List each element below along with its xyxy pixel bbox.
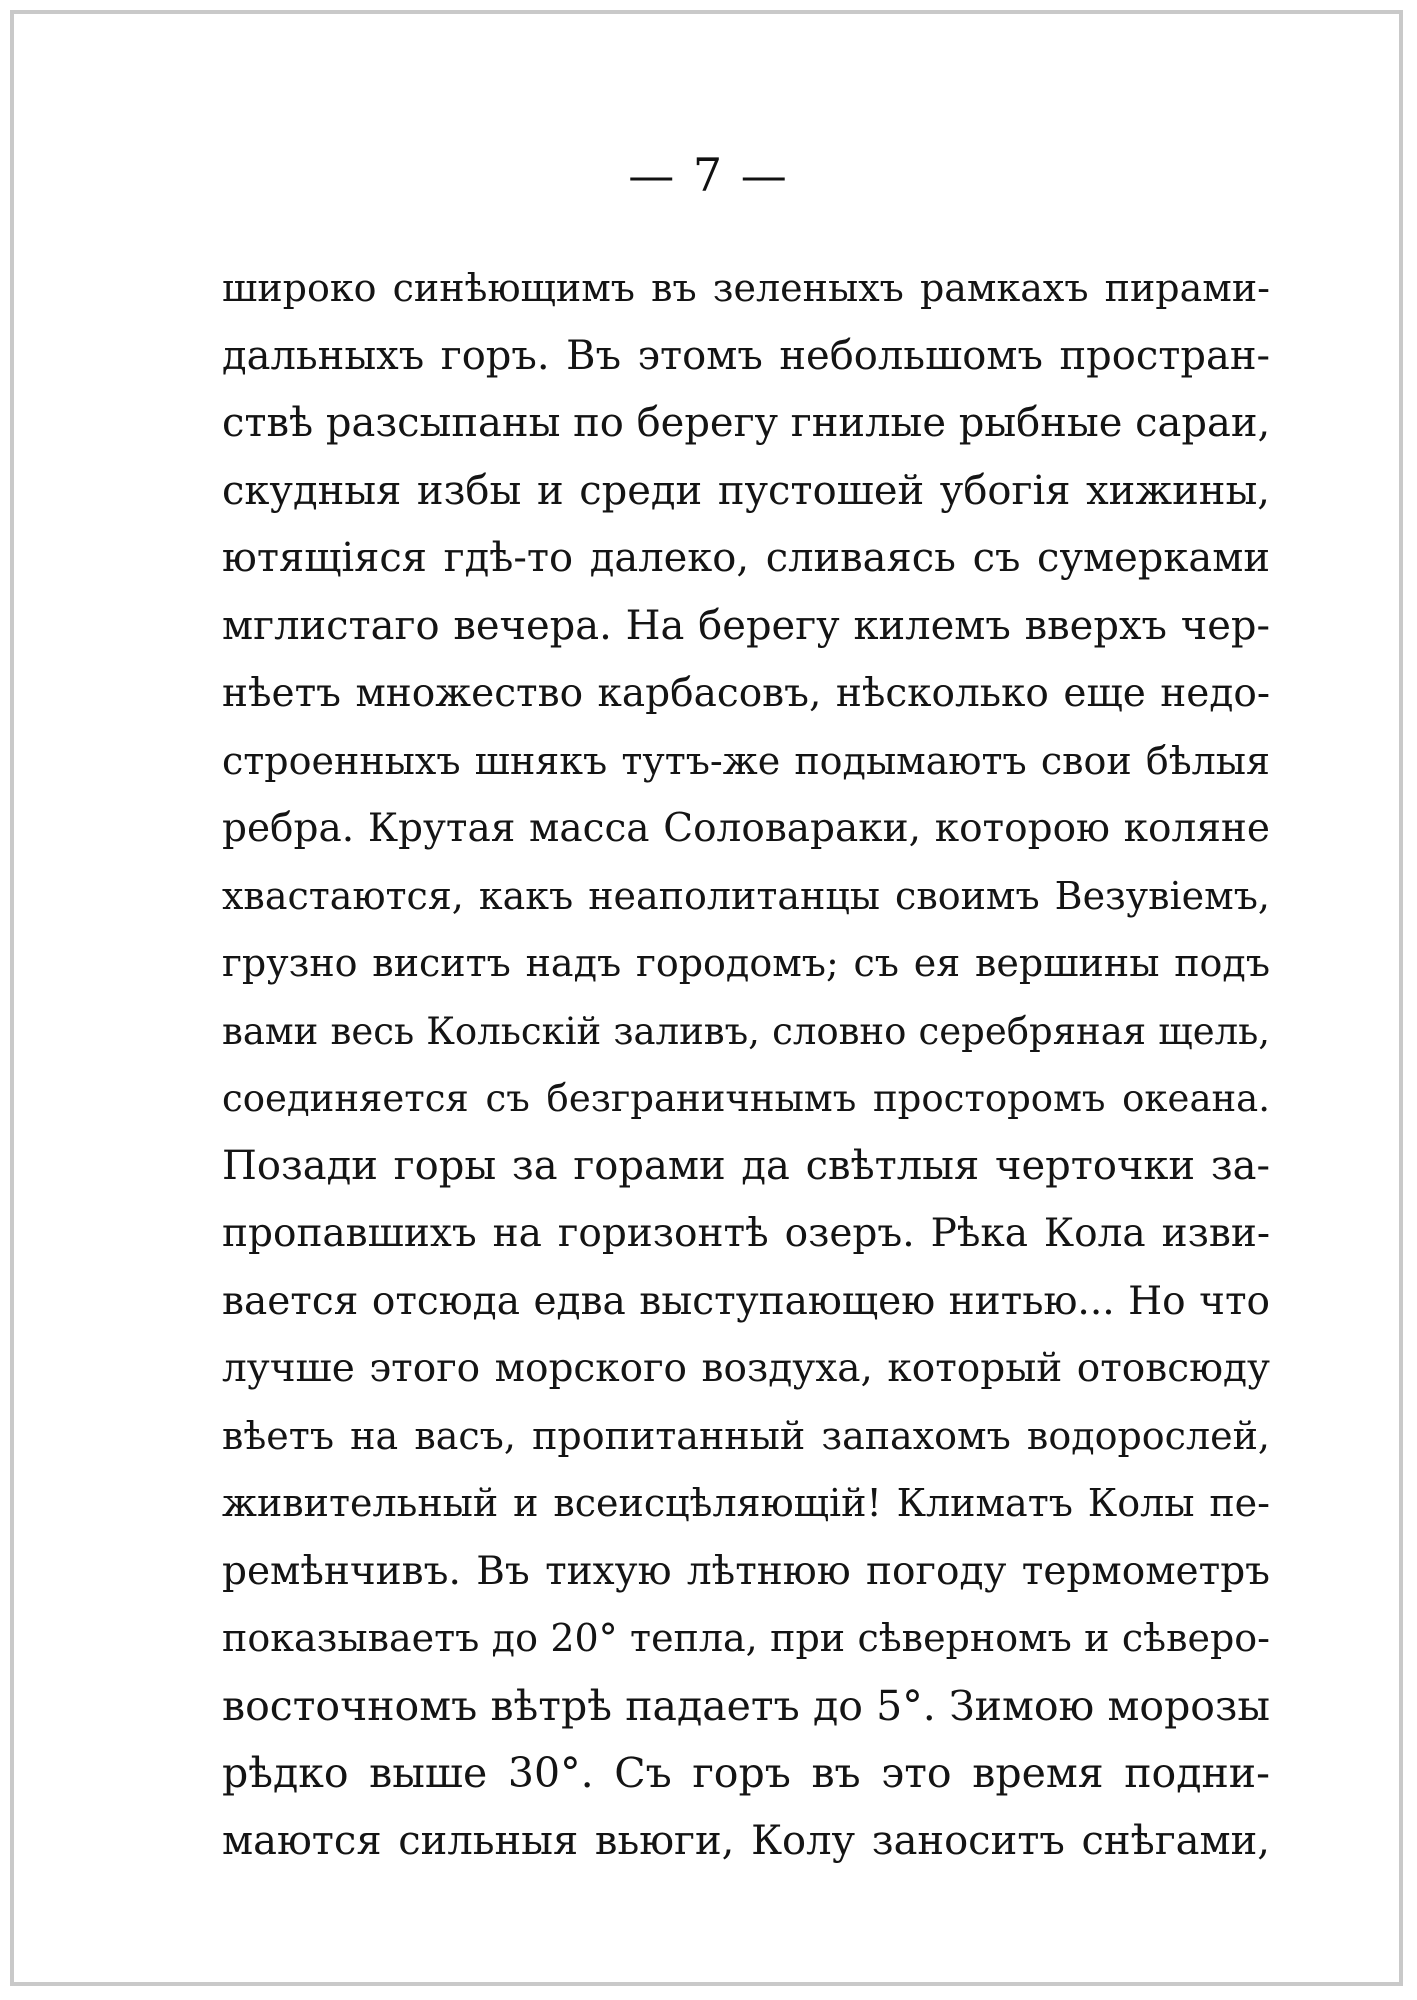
text-line: соединяется съ безграничнымъ просторомъ океана. xyxy=(222,1077,1270,1120)
text-line: ребра. Крутая масса Соловараки, которою коляне xyxy=(222,806,1270,851)
text-line: ютящіяся гдѣ-то далеко, сливаясь съ сумерками xyxy=(222,535,1270,581)
body-text xyxy=(222,255,1270,1875)
text-line: мглистаго вечера. На берегу килемъ вверхъ чер- xyxy=(222,602,1270,649)
text-line: лучше этого морского воздуха, который отовсюду xyxy=(222,1346,1270,1391)
text-line: строенныхъ шнякъ тутъ-же подымаютъ свои бѣлыя xyxy=(222,738,1270,783)
text-line: живительный и всеисцѣляющій! Климатъ Колы пе- xyxy=(222,1481,1270,1525)
text-line: восточномъ вѣтрѣ падаетъ до 5°. Зимою морозы xyxy=(222,1681,1270,1730)
text-line: скудныя избы и среди пустошей убогія хижины, xyxy=(222,467,1270,514)
text-line: показываетъ до 20° тепла, при сѣверномъ и сѣверо- xyxy=(222,1616,1270,1660)
text-line: ремѣнчивъ. Въ тихую лѣтнюю погоду термометръ xyxy=(222,1548,1270,1594)
text-line: вается отсюда едва выступающею нитью... Но что xyxy=(222,1278,1270,1324)
text-line: пропавшихъ на горизонтѣ озеръ. Рѣка Кола изви- xyxy=(222,1211,1270,1256)
text-line: вѣетъ на васъ, пропитанный запахомъ водорослей, xyxy=(222,1413,1270,1458)
text-line: рѣдко выше 30°. Съ горъ въ это время подни- xyxy=(222,1749,1270,1797)
text-line: вами весь Кольскій заливъ, словно серебряная щель, xyxy=(222,1009,1270,1053)
text-line: дальныхъ горъ. Въ этомъ небольшомъ простран- xyxy=(222,332,1270,379)
text-line: Позади горы за горами да свѣтлыя черточки за- xyxy=(222,1142,1270,1189)
text-line: хвастаются, какъ неаполитанцы своимъ Везувіемъ, xyxy=(222,873,1270,918)
text-line: маются сильныя вьюги, Колу заноситъ снѣгами, xyxy=(222,1817,1270,1864)
text-line: нѣетъ множество карбасовъ, нѣсколько еще недо- xyxy=(222,671,1270,716)
text-line: широко синѣющимъ въ зеленыхъ рамкахъ пирами- xyxy=(222,266,1270,310)
text-line: грузно виситъ надъ городомъ; съ ея вершины подъ xyxy=(222,941,1270,985)
page-number: — 7 — xyxy=(628,148,789,202)
text-line: ствѣ разсыпаны по берегу гнилые рыбные сараи, xyxy=(222,400,1270,446)
